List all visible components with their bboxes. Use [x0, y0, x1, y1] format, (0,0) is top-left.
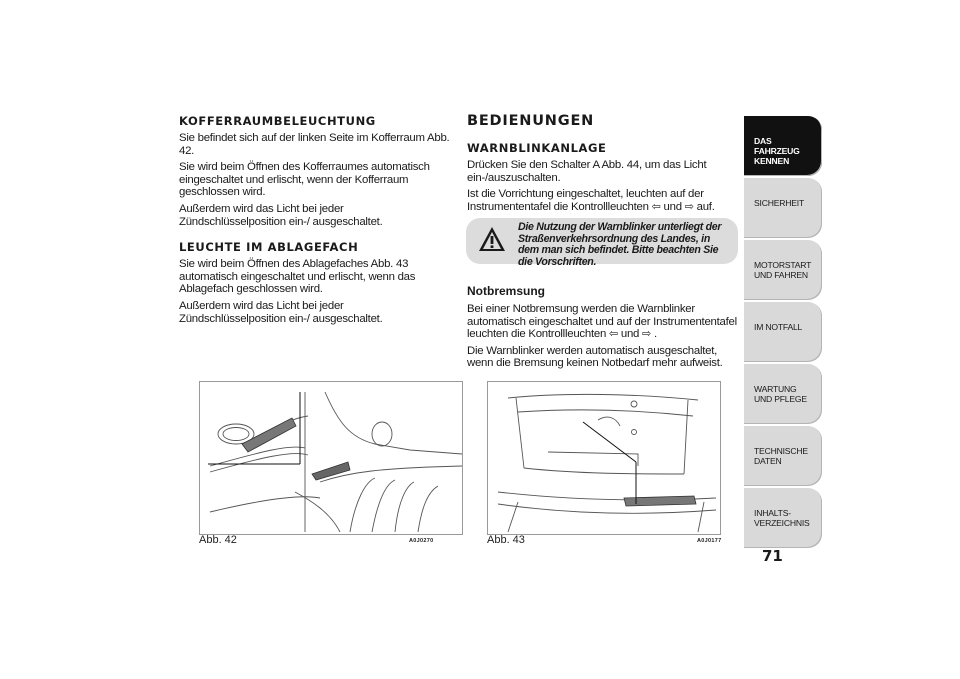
- paragraph: Sie wird beim Öffnen des Ablagefaches Abb. 43 automatisch eingeschaltet und erlischt, wenn das Ablagefach geschlossen wird.: [179, 258, 416, 296]
- paragraph: Sie wird beim Öffnen des Kofferraumes automatisch eingeschaltet und erlischt, wenn der Kofferraum geschlossen wird.: [179, 161, 430, 199]
- figure-43-caption: Abb. 43: [487, 534, 525, 546]
- heading-warnblinkanlage: WARNBLINKANLAGE: [467, 141, 607, 155]
- sidebar-tab-inhaltsverzeichnis[interactable]: INHALTS- VERZEICHNIS: [744, 488, 822, 548]
- glovebox-light-illustration: [488, 382, 720, 534]
- figure-43: [487, 381, 721, 535]
- paragraph: Außerdem wird das Licht bei jeder Zündschlüsselposition ein-/ ausgeschaltet.: [179, 299, 383, 325]
- sidebar-tab-im-notfall[interactable]: IM NOTFALL: [744, 302, 822, 362]
- figure-42-caption: Abb. 42: [199, 534, 237, 546]
- figure-43-code: A0J0177: [697, 538, 722, 544]
- heading-bedienungen: BEDIENUNGEN: [467, 113, 595, 129]
- warning-box: [466, 218, 738, 268]
- notbremsung-section: [467, 284, 739, 374]
- turn-right-indicator-icon: ⇨: [642, 328, 652, 341]
- sidebar-tab-technische-daten[interactable]: TECHNISCHE DATEN: [744, 426, 822, 486]
- paragraph: Ist die Vorrichtung eingeschaltet, leuchten auf der Instrumententafel die Kontrollleuchten ⇦ und ⇨ auf.: [467, 188, 715, 213]
- turn-left-indicator-icon: ⇦: [608, 328, 618, 341]
- warning-triangle-icon: [478, 226, 506, 252]
- paragraph: Drücken Sie den Schalter A Abb. 44, um das Licht ein-/auszuschalten.: [467, 159, 707, 184]
- subheading-notbremsung: Notbremsung: [467, 284, 545, 298]
- figure-42: [199, 381, 463, 535]
- right-column: [467, 113, 739, 217]
- heading-leuchte-im-ablagefach: LEUCHTE IM ABLAGEFACH: [179, 240, 359, 255]
- paragraph: Die Warnblinker werden automatisch ausgeschaltet, wenn die Bremsung keinen Notbedarf mehr aufweist.: [467, 344, 723, 370]
- sidebar-tab-wartung-und-pflege[interactable]: WARTUNG UND PFLEGE: [744, 364, 822, 424]
- sidebar-tab-das-fahrzeug-kennen[interactable]: DAS FAHRZEUG KENNEN: [744, 116, 822, 176]
- turn-right-indicator-icon: ⇨: [684, 200, 694, 213]
- figure-42-code: A0J0270: [409, 538, 434, 544]
- trunk-light-illustration: [200, 382, 462, 534]
- paragraph: Sie befindet sich auf der linken Seite im Kofferraum Abb. 42.: [179, 132, 450, 157]
- paragraph: Außerdem wird das Licht bei jeder Zündschlüsselposition ein-/ ausgeschaltet.: [179, 202, 383, 228]
- warning-text: Die Nutzung der Warnblinker unterliegt der Straßenverkehrsordnung des Landes, in dem man sich befindet. Bitte beachten Sie die Vorschriften.: [518, 221, 722, 268]
- paragraph: Bei einer Notbremsung werden die Warnblinker automatisch eingeschaltet und auf der Instrumententafel leuchten die Kontrollleuchten ⇦ und ⇨ .: [467, 303, 737, 341]
- page-number: 71: [762, 547, 783, 565]
- turn-left-indicator-icon: ⇦: [651, 200, 661, 213]
- heading-kofferraumbeleuchtung: KOFFERRAUMBELEUCHTUNG: [179, 114, 376, 128]
- sidebar-tab-motorstart-und-fahren[interactable]: MOTORSTART UND FAHREN: [744, 240, 822, 300]
- left-column: [179, 114, 451, 329]
- sidebar-tab-sicherheit[interactable]: SICHERHEIT: [744, 178, 822, 238]
